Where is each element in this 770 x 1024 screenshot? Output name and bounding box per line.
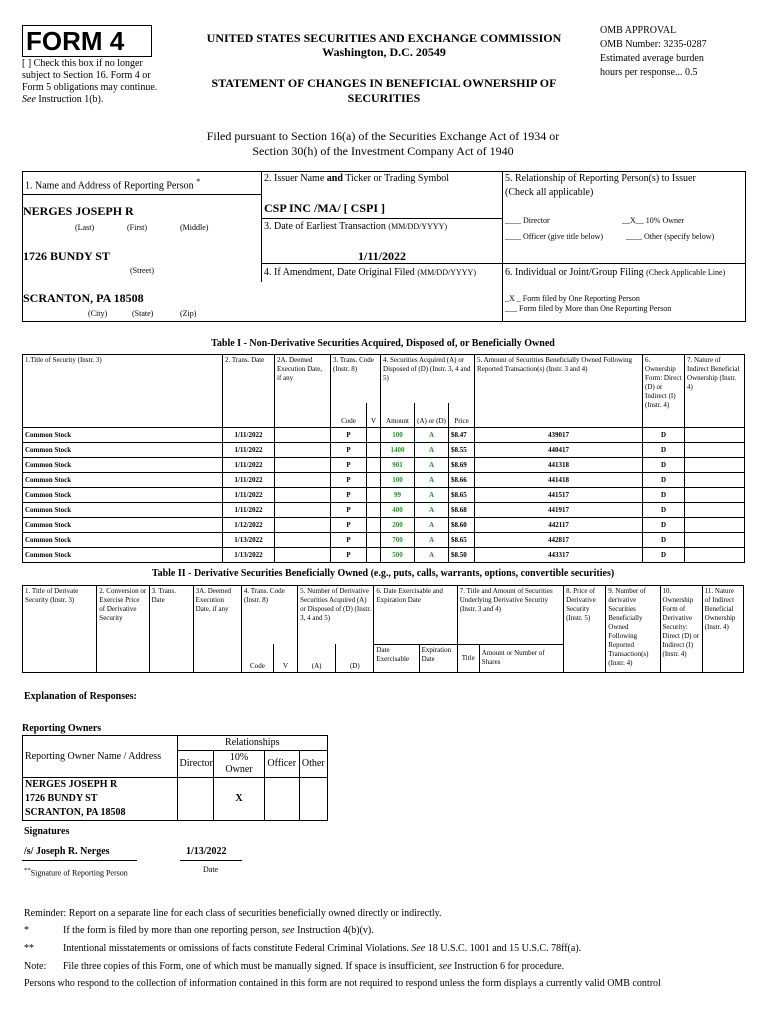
table1-row bbox=[23, 428, 745, 443]
owners-officer-cell bbox=[264, 778, 299, 821]
box5-label-2: (Check all applicable) bbox=[505, 187, 594, 198]
price-cell: $8.50 bbox=[449, 548, 475, 563]
footnote-1-marker: * bbox=[24, 925, 29, 936]
v-cell bbox=[367, 548, 381, 563]
owners-col-ten: 10% Owner bbox=[214, 751, 265, 778]
owned-following-cell: 443317 bbox=[475, 548, 643, 563]
reporter-city: SCRANTON, PA 18508 bbox=[23, 291, 144, 305]
label-zip: (Zip) bbox=[180, 309, 197, 318]
amount-cell: 100 bbox=[381, 473, 415, 488]
trans-date-cell: 1/13/2022 bbox=[223, 533, 275, 548]
t2-h2: 2. Conversion or Exercise Price of Derivative Security bbox=[97, 586, 149, 673]
t2-sub-title: Title bbox=[457, 644, 479, 673]
owners-col-name: Reporting Owner Name / Address bbox=[23, 736, 178, 778]
statement-title-2: SECURITIES bbox=[347, 91, 421, 105]
deemed-date-cell bbox=[275, 473, 331, 488]
signatures-heading: Signatures bbox=[24, 826, 70, 837]
trans-code-cell: P bbox=[331, 488, 367, 503]
trans-date-cell: 1/11/2022 bbox=[223, 443, 275, 458]
t2-h5: 5. Number of Derivative Securities Acquired (A) or Disposed of (D) (Instr. 3, 4 and 5) bbox=[298, 586, 374, 645]
signature-label-star: ** bbox=[24, 867, 31, 874]
t2-sub-code: Code bbox=[241, 644, 273, 673]
signature-date: 1/13/2022 bbox=[186, 846, 227, 857]
v-cell bbox=[367, 488, 381, 503]
t2-h7: 7. Title and Amount of Securities Underlying Derivative Security (Instr. 3 and 4) bbox=[457, 586, 563, 645]
label-last: (Last) bbox=[75, 223, 95, 232]
table2-title: Table II - Derivative Securities Beneficially Owned (e.g., puts, calls, warrants, options, convertible securities) bbox=[151, 568, 615, 579]
security-title-cell: Common Stock bbox=[23, 533, 223, 548]
price-cell: $8.68 bbox=[449, 503, 475, 518]
box1-label-text: 1. Name and Address of Reporting Person bbox=[25, 180, 194, 192]
nature-cell bbox=[685, 533, 745, 548]
security-title-cell: Common Stock bbox=[23, 458, 223, 473]
ownership-form-cell: D bbox=[643, 533, 685, 548]
security-title-cell: Common Stock bbox=[23, 473, 223, 488]
table2 bbox=[22, 585, 744, 673]
ownership-form-cell: D bbox=[643, 503, 685, 518]
checkbox-note-see: See bbox=[22, 94, 36, 105]
filing-option-more: ___ Form filed by More than One Reporting Person bbox=[505, 304, 672, 313]
t1-sub-amount: Amount bbox=[381, 403, 415, 428]
filing-option-one: _X _ Form filed by One Reporting Person bbox=[505, 294, 640, 303]
t2-h8: 8. Price of Derivative Security (Instr. 5) bbox=[564, 586, 606, 673]
trans-code-cell: P bbox=[331, 473, 367, 488]
t1-h4: 4. Securities Acquired (A) or Disposed of (D) (Instr. 3, 4 and 5) bbox=[381, 355, 475, 404]
signature-value: /s/ Joseph R. Nerges bbox=[24, 846, 110, 857]
t2-sub-amount: Amount or Number of Shares bbox=[479, 644, 563, 673]
box4-label-text: 4. If Amendment, Date Original Filed bbox=[264, 267, 415, 278]
footnote-2 bbox=[63, 943, 581, 955]
owned-following-cell: 441418 bbox=[475, 473, 643, 488]
footnote-1-b: Instruction 4(b)(v). bbox=[297, 925, 374, 936]
owners-name-cell bbox=[23, 778, 178, 821]
t2-sub-exp: Expiration Date bbox=[419, 644, 457, 673]
owned-following-cell: 439017 bbox=[475, 428, 643, 443]
amount-cell: 99 bbox=[381, 488, 415, 503]
box3-label-text: 3. Date of Earliest Transaction bbox=[264, 221, 386, 232]
ownership-form-cell: D bbox=[643, 518, 685, 533]
box3-label bbox=[264, 221, 447, 233]
omb-burden-1: Estimated average burden bbox=[600, 53, 704, 64]
owned-following-cell: 442117 bbox=[475, 518, 643, 533]
acq-disp-cell: A bbox=[415, 458, 449, 473]
rel-other: ____ Other (specify below) bbox=[626, 232, 715, 241]
label-first: (First) bbox=[127, 223, 147, 232]
nature-cell bbox=[685, 428, 745, 443]
checkbox-note bbox=[22, 58, 172, 106]
acq-disp-cell: A bbox=[415, 428, 449, 443]
owners-data-row bbox=[23, 778, 328, 821]
nature-cell bbox=[685, 488, 745, 503]
amount-cell: 901 bbox=[381, 458, 415, 473]
reporter-name: NERGES JOSEPH R bbox=[23, 204, 134, 218]
nature-cell bbox=[685, 458, 745, 473]
owned-following-cell: 441517 bbox=[475, 488, 643, 503]
deemed-date-cell bbox=[275, 533, 331, 548]
trans-code-cell: P bbox=[331, 428, 367, 443]
box2-label-and: and bbox=[326, 173, 343, 184]
reporter-street: 1726 BUNDY ST bbox=[23, 249, 110, 263]
footnote-2-see: See bbox=[411, 943, 426, 954]
footnote-1-see: see bbox=[281, 925, 295, 936]
table1-row bbox=[23, 503, 745, 518]
amount-cell: 200 bbox=[381, 518, 415, 533]
t2-h1: 1. Title of Derivate Security (Instr. 3) bbox=[23, 586, 97, 673]
table2-header-row bbox=[23, 586, 744, 645]
amount-cell: 1400 bbox=[381, 443, 415, 458]
ownership-form-cell: D bbox=[643, 458, 685, 473]
agency-city: Washington, D.C. 20549 bbox=[322, 45, 446, 59]
label-city: (City) bbox=[88, 309, 108, 318]
security-title-cell: Common Stock bbox=[23, 488, 223, 503]
owners-col-officer: Officer bbox=[264, 751, 299, 778]
table1 bbox=[22, 354, 745, 563]
t2-h3a: 3A. Deemed Execution Date, if any bbox=[193, 586, 241, 673]
table1-row bbox=[23, 473, 745, 488]
box3-label-small: (MM/DD/YYYY) bbox=[388, 222, 448, 231]
deemed-date-cell bbox=[275, 503, 331, 518]
box6-label-small: (Check Applicable Line) bbox=[646, 268, 726, 277]
owner-name-line2: 1726 BUNDY ST bbox=[25, 793, 98, 804]
price-cell: $8.47 bbox=[449, 428, 475, 443]
owners-other-cell bbox=[299, 778, 328, 821]
price-cell: $8.60 bbox=[449, 518, 475, 533]
footnote-2-a: Intentional misstatements or omissions of facts constitute Federal Criminal Violations. bbox=[63, 943, 409, 954]
box5-label bbox=[505, 173, 696, 199]
rel-officer: ____ Officer (give title below) bbox=[505, 232, 604, 241]
form-title-box bbox=[22, 25, 152, 57]
omb-box bbox=[600, 25, 750, 79]
security-title-cell: Common Stock bbox=[23, 503, 223, 518]
table1-row bbox=[23, 548, 745, 563]
ownership-form-cell: D bbox=[643, 548, 685, 563]
trans-code-cell: P bbox=[331, 548, 367, 563]
nature-cell bbox=[685, 443, 745, 458]
v-cell bbox=[367, 428, 381, 443]
issuer-name: CSP INC /MA/ [ CSPI ] bbox=[264, 201, 386, 215]
reminder: Reminder: Report on a separate line for each class of securities beneficially owned directly or indirectly. bbox=[24, 908, 442, 919]
nature-cell bbox=[685, 548, 745, 563]
date-label: Date bbox=[203, 865, 219, 874]
checkbox-note-tail: Instruction 1(b). bbox=[38, 94, 104, 105]
security-title-cell: Common Stock bbox=[23, 548, 223, 563]
omb-number: OMB Number: 3235-0287 bbox=[600, 39, 707, 50]
amount-cell: 500 bbox=[381, 548, 415, 563]
acq-disp-cell: A bbox=[415, 473, 449, 488]
price-cell: $8.55 bbox=[449, 443, 475, 458]
box1-star: * bbox=[196, 177, 201, 186]
agency-name: UNITED STATES SECURITIES AND EXCHANGE COMMISSION bbox=[206, 31, 562, 45]
ownership-form-cell: D bbox=[643, 488, 685, 503]
owned-following-cell: 440417 bbox=[475, 443, 643, 458]
earliest-transaction-date: 1/11/2022 bbox=[357, 249, 406, 263]
footnote-3-marker: Note: bbox=[24, 961, 47, 972]
trans-code-cell: P bbox=[331, 518, 367, 533]
box2-label-b: Ticker or Trading Symbol bbox=[345, 173, 450, 184]
acq-disp-cell: A bbox=[415, 518, 449, 533]
nature-cell bbox=[685, 473, 745, 488]
owner-name-line3: SCRANTON, PA 18508 bbox=[25, 807, 126, 818]
filed-pursuant-2: Section 30(h) of the Investment Company Act of 1940 bbox=[252, 144, 514, 158]
trans-date-cell: 1/12/2022 bbox=[223, 518, 275, 533]
footnote-3-a: File three copies of this Form, one of which must be manually signed. If space is insufficient, bbox=[63, 961, 437, 972]
ownership-form-cell: D bbox=[643, 443, 685, 458]
trans-date-cell: 1/11/2022 bbox=[223, 473, 275, 488]
t2-h6: 6. Date Exercisable and Expiration Date bbox=[374, 586, 457, 645]
deemed-date-cell bbox=[275, 443, 331, 458]
t2-sub-date-ex: Date Exercisable bbox=[374, 644, 419, 673]
footnote-3-see: see bbox=[438, 961, 452, 972]
t2-sub-v: V bbox=[273, 644, 297, 673]
t1-h1: 1.Title of Security (Instr. 3) bbox=[23, 355, 223, 428]
owners-col-relationships: Relationships bbox=[177, 736, 327, 751]
security-title-cell: Common Stock bbox=[23, 443, 223, 458]
acq-disp-cell: A bbox=[415, 503, 449, 518]
trans-code-cell: P bbox=[331, 503, 367, 518]
owned-following-cell: 441318 bbox=[475, 458, 643, 473]
deemed-date-cell bbox=[275, 548, 331, 563]
table1-row bbox=[23, 443, 745, 458]
reporting-owners-table bbox=[22, 735, 328, 821]
t2-h4: 4. Trans. Code (Instr. 8) bbox=[241, 586, 297, 645]
table1-row bbox=[23, 533, 745, 548]
ownership-form-cell: D bbox=[643, 473, 685, 488]
label-street: (Street) bbox=[130, 266, 154, 275]
trans-date-cell: 1/11/2022 bbox=[223, 428, 275, 443]
box2-label bbox=[264, 173, 449, 185]
price-cell: $8.66 bbox=[449, 473, 475, 488]
t1-h2: 2. Trans. Date bbox=[223, 355, 275, 428]
signature-label bbox=[24, 866, 128, 879]
t2-h11: 11. Nature of Indirect Beneficial Ownership (Instr. 4) bbox=[702, 586, 743, 673]
trans-date-cell: 1/13/2022 bbox=[223, 548, 275, 563]
owned-following-cell: 442817 bbox=[475, 533, 643, 548]
checkbox-note-text: [ ] Check this box if no longer subject to Section 16. Form 4 or Form 5 obligations may continue. bbox=[22, 58, 158, 93]
footnote-1-a: If the form is filed by more than one reporting person, bbox=[63, 925, 280, 936]
table1-row bbox=[23, 488, 745, 503]
v-cell bbox=[367, 503, 381, 518]
price-cell: $8.69 bbox=[449, 458, 475, 473]
omb-control-notice: Persons who respond to the collection of information contained in this form are not required to respond unless the form displays a currently valid OMB control bbox=[24, 978, 661, 989]
deemed-date-cell bbox=[275, 488, 331, 503]
acq-disp-cell: A bbox=[415, 533, 449, 548]
acq-disp-cell: A bbox=[415, 548, 449, 563]
filed-pursuant-1: Filed pursuant to Section 16(a) of the Securities Exchange Act of 1934 or bbox=[206, 129, 560, 143]
box5-label-1: 5. Relationship of Reporting Person(s) to Issuer bbox=[505, 173, 696, 184]
table1-row bbox=[23, 518, 745, 533]
t1-sub-price: Price bbox=[449, 403, 475, 428]
trans-code-cell: P bbox=[331, 443, 367, 458]
v-cell bbox=[367, 533, 381, 548]
omb-title: OMB APPROVAL bbox=[600, 25, 677, 36]
table1-title: Table I - Non-Derivative Securities Acquired, Disposed of, or Beneficially Owned bbox=[211, 338, 555, 349]
acq-disp-cell: A bbox=[415, 443, 449, 458]
t1-sub-ad: (A) or (D) bbox=[415, 403, 449, 428]
box4-label-small: (MM/DD/YYYY) bbox=[417, 268, 476, 277]
footnote-1 bbox=[63, 925, 374, 937]
footnote-2-b: 18 U.S.C. 1001 and 15 U.S.C. 78ff(a). bbox=[427, 943, 582, 954]
owners-ten-cell: X bbox=[214, 778, 265, 821]
t2-h10: 10. Ownership Form of Derivative Security: Direct (D) or Indirect (I) (Instr. 4) bbox=[660, 586, 702, 673]
table1-row bbox=[23, 458, 745, 473]
price-cell: $8.65 bbox=[449, 488, 475, 503]
rel-director: ____ Director bbox=[505, 216, 550, 225]
owners-col-other: Other bbox=[299, 751, 328, 778]
owners-col-director: Director bbox=[177, 751, 214, 778]
v-cell bbox=[367, 473, 381, 488]
v-cell bbox=[367, 443, 381, 458]
trans-date-cell: 1/11/2022 bbox=[223, 503, 275, 518]
t1-h6: 6. Ownership Form: Direct (D) or Indirect (I) (Instr. 4) bbox=[643, 355, 685, 428]
owners-header-row bbox=[23, 736, 328, 751]
t1-h7: 7. Nature of Indirect Beneficial Ownership (Instr. 4) bbox=[685, 355, 745, 428]
form-title: FORM 4 bbox=[26, 26, 125, 56]
table1-header-row bbox=[23, 355, 745, 404]
trans-date-cell: 1/11/2022 bbox=[223, 488, 275, 503]
owners-director-cell bbox=[177, 778, 214, 821]
rel-ten-percent-owner: __X__ 10% Owner bbox=[622, 216, 685, 225]
amount-cell: 100 bbox=[381, 428, 415, 443]
t1-h2a: 2A. Deemed Execution Date, if any bbox=[275, 355, 331, 428]
nature-cell bbox=[685, 518, 745, 533]
v-cell bbox=[367, 458, 381, 473]
box4-label bbox=[264, 267, 476, 279]
t1-h5: 5. Amount of Securities Beneficially Owned Following Reported Transaction(s) (Instr. 3 and 4) bbox=[475, 355, 643, 428]
deemed-date-cell bbox=[275, 518, 331, 533]
statement-title-1: STATEMENT OF CHANGES IN BENEFICIAL OWNERSHIP OF bbox=[211, 76, 557, 90]
ownership-form-cell: D bbox=[643, 428, 685, 443]
deemed-date-cell bbox=[275, 428, 331, 443]
footnote-2-marker: ** bbox=[24, 943, 34, 954]
trans-code-cell: P bbox=[331, 458, 367, 473]
trans-date-cell: 1/11/2022 bbox=[223, 458, 275, 473]
trans-code-cell: P bbox=[331, 533, 367, 548]
v-cell bbox=[367, 518, 381, 533]
box1-label bbox=[25, 176, 260, 192]
owner-name-line1: NERGES JOSEPH R bbox=[25, 779, 118, 790]
t1-sub-v: V bbox=[367, 403, 381, 428]
t1-sub-code: Code bbox=[331, 403, 367, 428]
box6-label bbox=[505, 267, 725, 279]
price-cell: $8.65 bbox=[449, 533, 475, 548]
t2-sub-d: (D) bbox=[336, 644, 374, 673]
owned-following-cell: 441917 bbox=[475, 503, 643, 518]
t2-h3: 3. Trans. Date bbox=[149, 586, 193, 673]
footnote-3-b: Instruction 6 for procedure. bbox=[454, 961, 565, 972]
omb-burden-2: hours per response... 0.5 bbox=[600, 67, 698, 78]
t2-h9: 9. Number of derivative Securities Beneficially Owned Following Reported Transaction(s) (Instr. 4) bbox=[606, 586, 660, 673]
label-middle: (Middle) bbox=[180, 223, 209, 232]
deemed-date-cell bbox=[275, 458, 331, 473]
reporting-owners-heading: Reporting Owners bbox=[22, 723, 102, 734]
box2-label-a: 2. Issuer Name bbox=[264, 173, 325, 184]
explanation-heading: Explanation of Responses: bbox=[24, 691, 137, 702]
signature-label-text: Signature of Reporting Person bbox=[30, 868, 128, 878]
nature-cell bbox=[685, 503, 745, 518]
security-title-cell: Common Stock bbox=[23, 428, 223, 443]
security-title-cell: Common Stock bbox=[23, 518, 223, 533]
amount-cell: 700 bbox=[381, 533, 415, 548]
t1-h3: 3. Trans. Code (Instr. 8) bbox=[331, 355, 381, 404]
footnote-3 bbox=[63, 961, 564, 973]
label-state: (State) bbox=[132, 309, 154, 318]
t2-sub-a: (A) bbox=[298, 644, 336, 673]
acq-disp-cell: A bbox=[415, 488, 449, 503]
amount-cell: 400 bbox=[381, 503, 415, 518]
box6-label-text: 6. Individual or Joint/Group Filing bbox=[505, 267, 644, 278]
